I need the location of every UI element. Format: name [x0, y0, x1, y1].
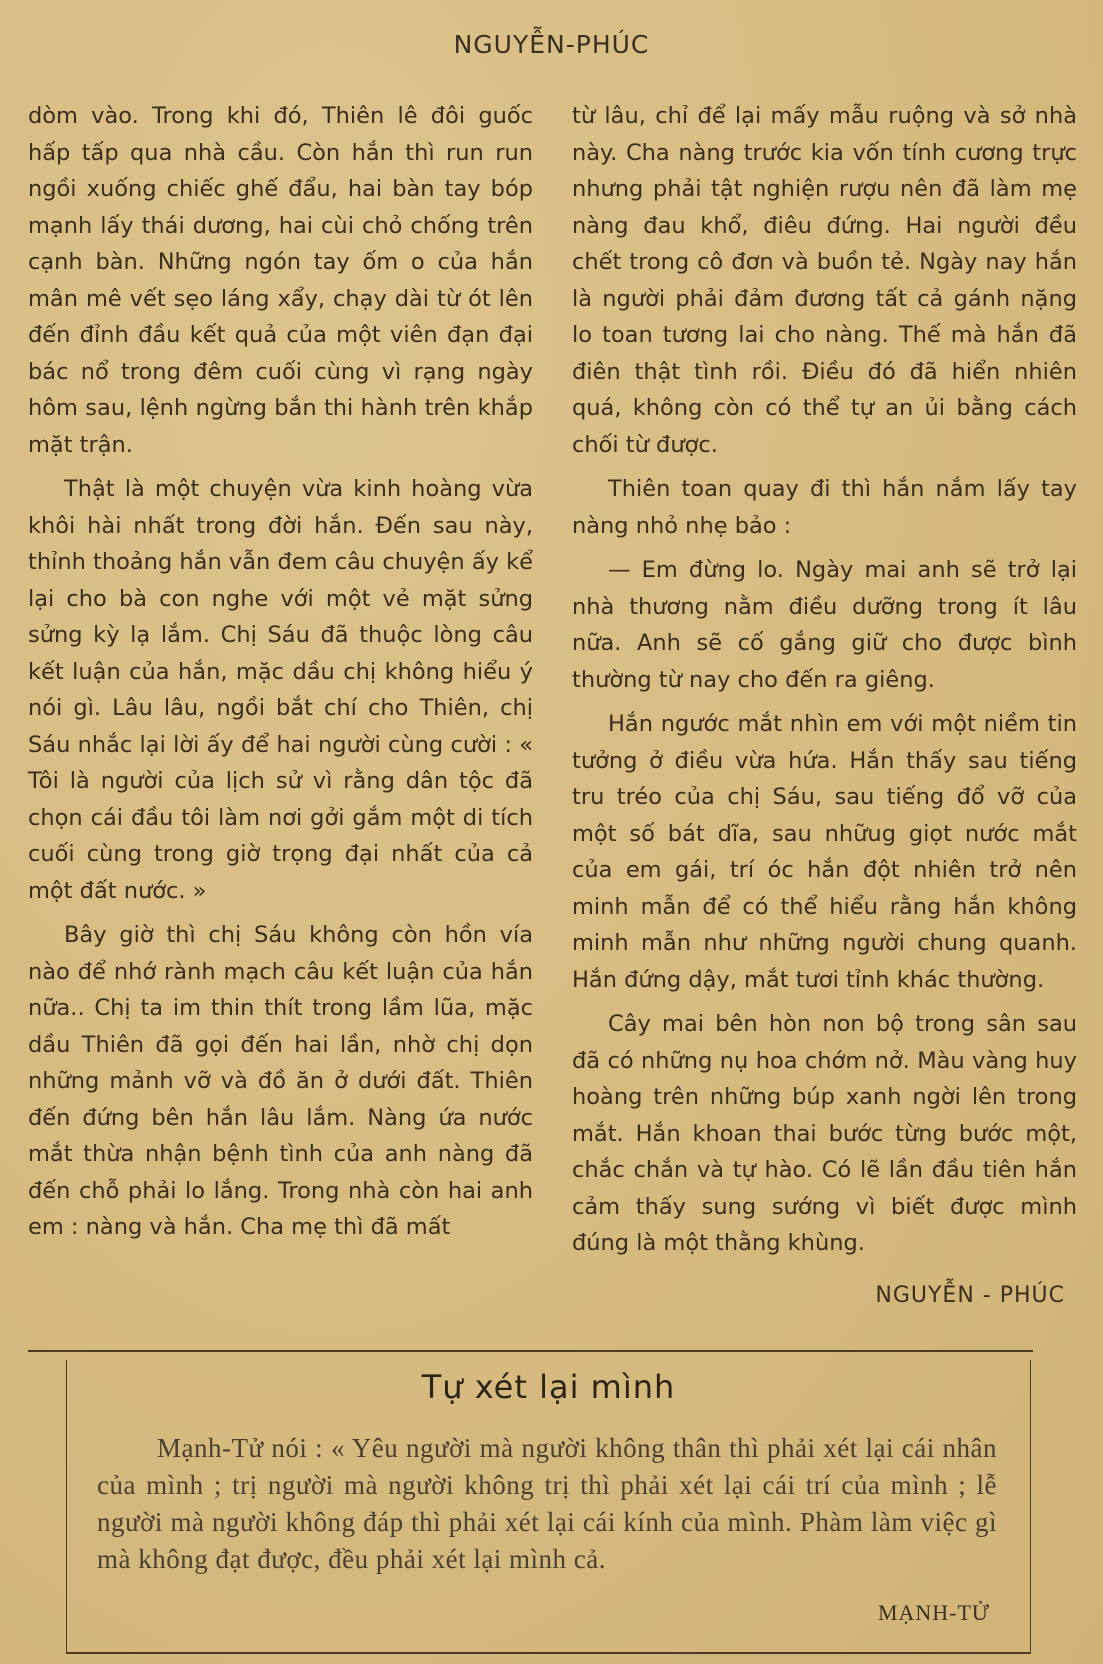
- quote-box-body: Mạnh-Tử nói : « Yêu người mà người không thân thì phải xét lại cái nhân của mình ; trị người mà người không trị thì phải xét lại cái trí của mình ; lễ người mà người không đáp thì phải xét lại cái kính của mình. Phàm làm việc gì mà không đạt được, đều phải xét lại mình cả.: [97, 1433, 997, 1574]
- paragraph: từ lâu, chỉ để lại mấy mẫu ruộng và sở nhà này. Cha nàng trước kia vốn tính cương trực nhưng phải tật nghiện rượu nên đã làm mẹ nàng đau khổ, điêu đứng. Hai người đều chết trong cô đơn và buồn tẻ. Ngày nay hắn là người phải đảm đương tất cả gánh nặng lo toan tương lai cho nàng. Thế mà hắn đã điên thật tình rồi. Điều đó đã hiển nhiên quá, không còn có thể tự an ủi bằng cách chối từ được.: [572, 103, 1077, 458]
- running-title: NGUYỄN-PHÚC: [453, 30, 650, 59]
- paragraph: Bây giờ thì chị Sáu không còn hồn vía nào để nhớ rành mạch câu kết luận của hắn nữa.. Chị ta im thin thít trong lầm lũa, mặc dầu Thiên đã gọi đến hai lần, nhờ chị dọn những mảnh vỡ và đồ ăn ở dưới đất. Thiên đến đứng bên hắn lâu lắm. Nàng ứa nước mắt thừa nhận bệnh tình của anh nàng đã đến chỗ phải lo lắng. Trong nhà còn hai anh em : nàng và hắn. Cha mẹ thì đã mất: [28, 922, 533, 1240]
- author-byline: NGUYỄN - PHÚC: [875, 1282, 1065, 1308]
- paragraph: Cây mai bên hòn non bộ trong sân sau đã có những nụ hoa chớm nở. Màu vàng huy hoàng trên những búp xanh ngời lên trong mắt. Hắn khoan thai bước từng bước một, chắc chắn và tự hào. Có lẽ lần đầu tiên hắn cảm thấy sung sướng vì biết được mình đúng là một thằng khùng.: [572, 1011, 1077, 1256]
- section-divider: [28, 1350, 1033, 1352]
- paragraph: Hắn ngước mắt nhìn em với một niềm tin tưởng ở điều vừa hứa. Hắn thấy sau tiếng tru tréo của chị Sáu, sau tiếng đổ vỡ của một số bát dĩa, sau nhữug giọt nước mắt của em gái, trí óc hắn đột nhiên trở nên minh mẫn để có thể hiểu rằng hắn không minh mẫn như những người chung quanh. Hắn đứng dậy, mắt tươi tỉnh khác thường.: [572, 711, 1077, 993]
- quote-box-signature: MẠNH-TỬ: [877, 1600, 990, 1625]
- paragraph: dòm vào. Trong khi đó, Thiên lê đôi guốc hấp tấp qua nhà cầu. Còn hắn thì run run ngồi xuống chiếc ghế đẩu, hai bàn tay bóp mạnh lấy thái dương, hai cùi chỏ chống trên cạnh bàn. Những ngón tay ốm o của hắn mân mê vết sẹo láng xẩy, chạy dài từ ót lên đến đỉnh đầu kết quả của một viên đạn đại bác nổ trong đêm cuối cùng vì rạng ngày hôm sau, lệnh ngừng bắn thi hành trên khắp mặt trận.: [28, 103, 533, 458]
- dialogue-paragraph: — Em đừng lo. Ngày mai anh sẽ trở lại nhà thương nằm điều dưỡng trong ít lâu nữa. Anh sẽ cố gắng giữ cho được bình thường từ nay cho đến ra giêng.: [572, 557, 1077, 693]
- paragraph: Thiên toan quay đi thì hắn nắm lấy tay nàng nhỏ nhẹ bảo :: [572, 476, 1077, 539]
- right-column: [572, 98, 1077, 1314]
- left-column: [28, 98, 533, 1246]
- paragraph: Thật là một chuyện vừa kinh hoàng vừa khôi hài nhất trong đời hắn. Đến sau này, thỉnh thoảng hắn vẫn đem câu chuyện ấy kể lại cho bà con nghe với một vẻ mặt sửng sửng kỳ lạ lắm. Chị Sáu đã thuộc lòng câu kết luận của hắn, mặc dầu chị không hiểu ý nói gì. Lâu lâu, ngồi bắt chí cho Thiên, chị Sáu nhắc lại lời ấy để hai người cùng cười : « Tôi là người của lịch sử vì rằng dân tộc đã chọn cái đầu tôi làm nơi gởi gắm một di tích cuối cùng trong giờ trọng đại nhất của cả một đất nước. »: [28, 476, 533, 904]
- quote-box: [66, 1360, 1031, 1654]
- quote-box-title: Tự xét lại mình: [421, 1368, 676, 1406]
